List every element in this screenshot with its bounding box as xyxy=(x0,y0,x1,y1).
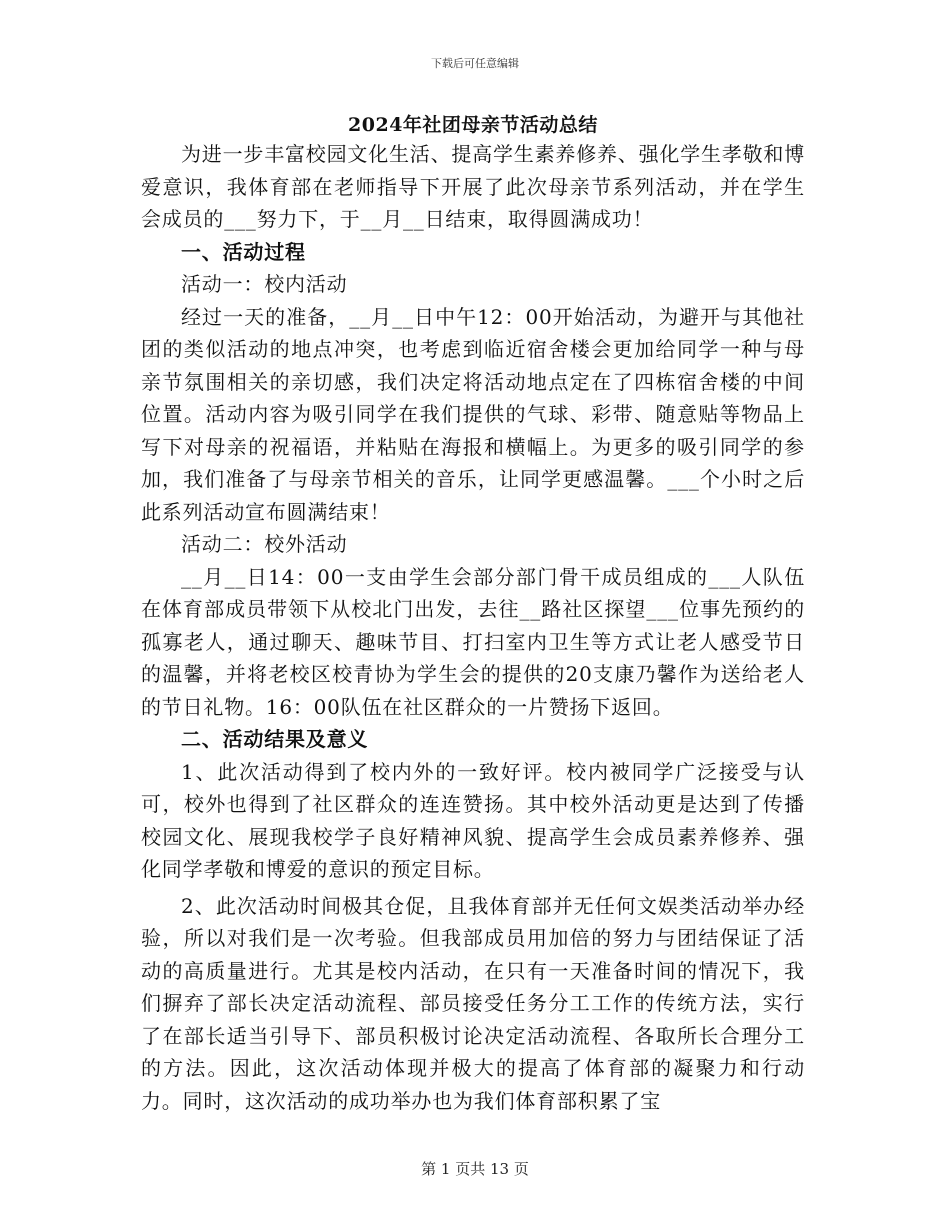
section1-heading: 一、活动过程 xyxy=(181,239,306,264)
section2-heading: 二、活动结果及意义 xyxy=(181,727,369,751)
result-point-2: 2、此次活动时间极其仓促，且我体育部并无任何文娱类活动举办经验，所以对我们是一次考验。但我部成员用加倍的努力与团结保证了活动的高质量进行。尤其是校内活动，在只有一天准备时间的情况下，我们摒弃了部长决定活动流程、部员接受任务分工工作的传统方法，实行了在部长适当引导下、部员积极讨论决定活动流程、各取所长合理分工的方法。因此，这次活动体现并极大的提高了体育部的凝聚力和行动力。同时，这次活动的成功举办也为我们体育部积累了宝 xyxy=(141,893,805,1113)
header-note: 下载后可任意编辑 xyxy=(431,57,519,70)
document-body xyxy=(141,112,805,1117)
activity1-title: 活动一：校内活动 xyxy=(181,272,348,296)
activity2-paragraph: __月__日14：00一支由学生会部分部门骨干成员组成的___人队伍在体育部成员带领下从校北门出发，去往__路社区探望___位事先预约的孤寡老人，通过聊天、趣味节目、打扫室内卫生等方式让老人感受节日的温馨，并将老校区校青协为学生会的提供的20支康乃馨作为送给老人的节日礼物。16：00队伍在社区群众的一片赞扬下返回。 xyxy=(141,564,805,719)
document-title: 2024年社团母亲节活动总结 xyxy=(348,114,598,136)
intro-paragraph: 为进一步丰富校园文化生活、提高学生素养修养、强化学生孝敬和博爱意识，我体育部在老师指导下开展了此次母亲节系列活动，并在学生会成员的___努力下，于__月__日结束，取得圆满成功！ xyxy=(141,142,805,231)
activity1-paragraph: 经过一天的准备，__月__日中午12：00开始活动，为避开与其他社团的类似活动的地点冲突，也考虑到临近宿舍楼会更加给同学一种与母亲节氛围相关的亲切感，我们决定将活动地点定在了四栋宿舍楼的中间位置。活动内容为吸引同学在我们提供的气球、彩带、随意贴等物品上写下对母亲的祝福语，并粘贴在海报和横幅上。为更多的吸引同学的参加，我们准备了与母亲节相关的音乐，让同学更感温馨。___个小时之后此系列活动宣布圆满结束！ xyxy=(141,304,805,524)
page-number: 第 1 页共 13 页 xyxy=(421,1160,529,1178)
result-point-1: 1、此次活动得到了校内外的一致好评。校内被同学广泛接受与认可，校外也得到了社区群众的连连赞扬。其中校外活动更是达到了传播校园文化、展现我校学子良好精神风貌、提高学生会成员素养修养、强化同学孝敬和博爱的意识的预定目标。 xyxy=(141,759,805,881)
activity2-title: 活动二：校外活动 xyxy=(181,532,348,556)
